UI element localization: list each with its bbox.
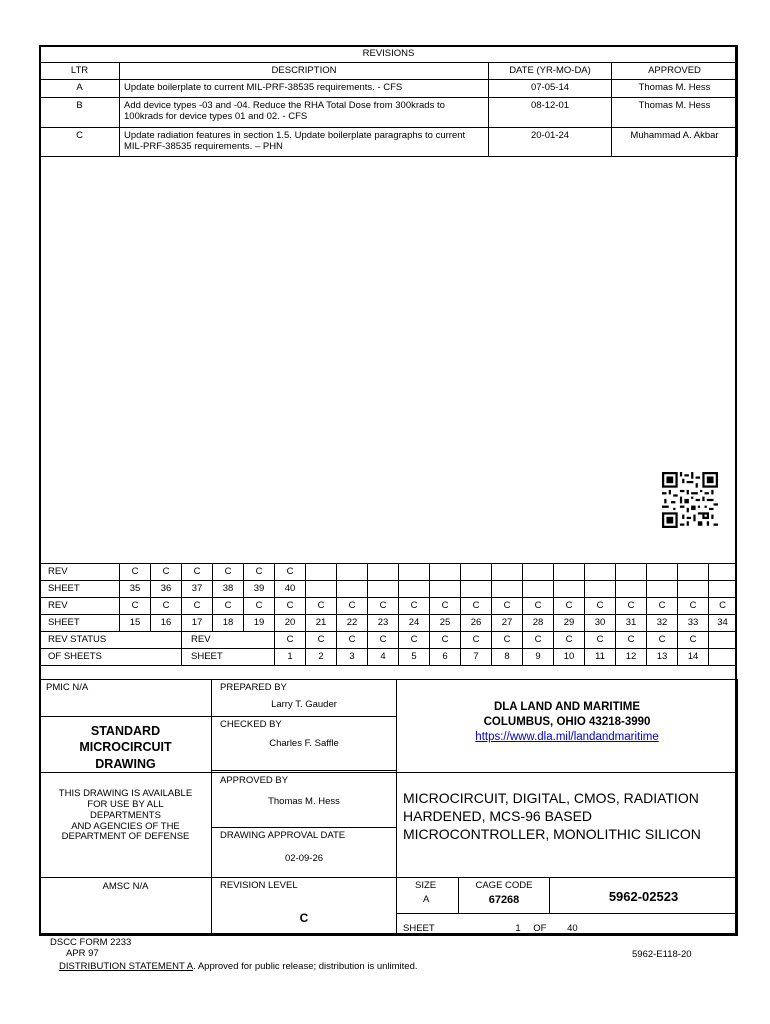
rev-cell: C: [368, 632, 399, 649]
revision-date: 07-05-14: [489, 80, 612, 98]
sheet-cell: 24: [399, 615, 430, 632]
rev-cell: C: [151, 598, 182, 615]
microcircuit-line: MICROCIRCUIT: [79, 740, 172, 755]
title-block: [39, 679, 738, 936]
rev-cell: C: [275, 598, 306, 615]
sheet-cell: 9: [523, 649, 554, 666]
rev-cell: C: [430, 598, 461, 615]
sheet-cell: 22: [337, 615, 368, 632]
rev-cell: C: [337, 598, 368, 615]
drawing-number-cell: [550, 877, 738, 913]
availability-line: DEPARTMENT OF DEFENSE: [61, 831, 190, 843]
form-number: DSCC FORM 2233: [50, 937, 132, 948]
agency-link[interactable]: https://www.dla.mil/landandmaritime: [475, 730, 659, 743]
standard-line: STANDARD: [90, 724, 161, 738]
approval-date-value: 02-09-26: [284, 852, 324, 864]
checked-by-name: Charles F. Saffle: [269, 737, 339, 749]
rev-cell: C: [647, 598, 678, 615]
sheet-cell: 10: [554, 649, 585, 666]
size-label: SIZE: [415, 879, 437, 891]
rev-cell: C: [182, 598, 213, 615]
approval-date-cell: [212, 827, 397, 877]
revision-ltr: A: [40, 80, 120, 98]
sheet-cell: 3: [337, 649, 368, 666]
sheet-cell: 17: [182, 615, 213, 632]
availability-line: DEPARTMENTS: [90, 809, 161, 821]
sheet-cell: 33: [678, 615, 709, 632]
rev-cell: C: [709, 598, 737, 615]
form-date: APR 97: [66, 948, 99, 959]
sheet-cell: 18: [213, 615, 244, 632]
sheet-cell: 30: [585, 615, 616, 632]
approved-by-cell: [212, 772, 397, 827]
rev-cell: C: [430, 632, 461, 649]
title-line: HARDENED, MCS-96 BASED: [403, 807, 593, 824]
revision-approved: Thomas M. Hess: [612, 80, 738, 98]
approved-by-label: APPROVED BY: [220, 774, 289, 786]
sheet-cell: 26: [461, 615, 492, 632]
size-cell: [397, 877, 459, 913]
rev-cell: C: [523, 632, 554, 649]
revision-date: 20-01-24: [489, 128, 612, 157]
cage-code-cell: [459, 877, 550, 913]
sheet-cell: 20: [275, 615, 306, 632]
rev-cell: C: [244, 598, 275, 615]
rev-cell: C: [523, 598, 554, 615]
drawing-number: 5962-02523: [608, 888, 679, 904]
checked-by-cell: [212, 717, 397, 771]
rev-label: REV: [40, 598, 120, 615]
qr-code-icon: [662, 472, 718, 528]
prepared-by-name: Larry T. Gauder: [271, 698, 337, 710]
sheet-cell: 38: [213, 581, 244, 598]
drawing-line: DRAWING: [95, 756, 156, 771]
sheet-number: 1: [515, 922, 521, 934]
rev-cell: C: [306, 632, 337, 649]
rev-cell: C: [492, 632, 523, 649]
revision-date: 08-12-01: [489, 98, 612, 128]
sheet-row-2: [40, 615, 737, 632]
title-line: MICROCONTROLLER, MONOLITHIC SILICON: [403, 826, 701, 843]
rev-cell: C: [213, 598, 244, 615]
rev-cell: C: [182, 564, 213, 581]
revision-level-cell: [212, 877, 397, 935]
sheet-cell: 12: [616, 649, 647, 666]
cage-code-value: 67268: [488, 893, 520, 906]
revision-level-label: REVISION LEVEL: [220, 879, 298, 891]
sheet-cell: 36: [151, 581, 182, 598]
sheet-cell: 5: [399, 649, 430, 666]
rev-cell: C: [306, 598, 337, 615]
sheet-cell: 35: [120, 581, 151, 598]
sheet-cell: 29: [554, 615, 585, 632]
checked-by-label: CHECKED BY: [220, 719, 282, 730]
rev-cell: C: [368, 598, 399, 615]
approved-by-name: Thomas M. Hess: [268, 795, 340, 807]
pmic-cell: [40, 680, 212, 717]
rev-row-2: [40, 598, 737, 615]
sheet-cell: 14: [678, 649, 709, 666]
rev-cell: C: [492, 598, 523, 615]
sheet-cell: 6: [430, 649, 461, 666]
sheet-label: SHEET: [40, 615, 120, 632]
availability-cell: [40, 772, 212, 877]
rev-cell: C: [554, 598, 585, 615]
revision-description: Update radiation features in section 1.5. Update boilerplate paragraphs to current MIL-PRF-38535 requirements. – PHN: [120, 128, 489, 157]
sheet-cell: 13: [647, 649, 678, 666]
distribution-statement: [59, 962, 418, 972]
agency-address: COLUMBUS, OHIO 43218-3990: [483, 715, 651, 728]
rev-cell: C: [399, 632, 430, 649]
sheet-cell: 19: [244, 615, 275, 632]
revision-level-value: C: [299, 910, 309, 925]
sheet-cell: [397, 913, 738, 935]
sheet-cell: 40: [275, 581, 306, 598]
rev-cell: C: [275, 632, 306, 649]
sheet-cell: 31: [616, 615, 647, 632]
sheet-cell: 25: [430, 615, 461, 632]
date-header: DATE (YR-MO-DA): [489, 63, 612, 80]
rev-cell: C: [585, 632, 616, 649]
rev-cell: C: [585, 598, 616, 615]
description-header: DESCRIPTION: [120, 63, 489, 80]
availability-line: AND AGENCIES OF THE: [71, 820, 180, 832]
sheet-row-1: [40, 581, 737, 598]
rev-cell: C: [213, 564, 244, 581]
standard-drawing-cell: [40, 717, 212, 773]
rev-cell: C: [616, 632, 647, 649]
size-value: A: [423, 893, 430, 905]
drawing-title-cell: [397, 772, 738, 877]
rev-status-label: REV STATUS: [40, 632, 182, 649]
availability-line: THIS DRAWING IS AVAILABLE: [58, 787, 193, 799]
rev-cell: C: [151, 564, 182, 581]
rev-cell: C: [647, 632, 678, 649]
revision-ltr: C: [40, 128, 120, 157]
agency-name: DLA LAND AND MARITIME: [493, 701, 641, 713]
rev-label: REV: [40, 564, 120, 581]
cage-code-label: CAGE CODE: [475, 879, 533, 891]
sheet-of: OF: [533, 922, 547, 934]
document-code: 5962-E118-20: [632, 949, 692, 960]
revisions-title: REVISIONS: [40, 46, 738, 63]
of-sheets-row: [40, 649, 737, 666]
availability-line: FOR USE BY ALL: [87, 798, 164, 810]
sheet-cell: 39: [244, 581, 275, 598]
sheet-cell: 21: [306, 615, 337, 632]
rev-cell: C: [275, 564, 306, 581]
agency-cell: [397, 680, 738, 773]
rev-cell: C: [616, 598, 647, 615]
rev-status-grid: [39, 563, 737, 666]
sheet-cell: 8: [492, 649, 523, 666]
distribution-label: DISTRIBUTION STATEMENT A: [59, 961, 194, 972]
approval-date-label: DRAWING APPROVAL DATE: [220, 829, 346, 841]
sheet-cell: 11: [585, 649, 616, 666]
of-sheets-label: OF SHEETS: [40, 649, 182, 666]
rev-cell: C: [461, 598, 492, 615]
sheet-cell: 7: [461, 649, 492, 666]
rev-cell: C: [399, 598, 430, 615]
sheet-cell: 2: [306, 649, 337, 666]
rev-cell: C: [461, 632, 492, 649]
approved-header: APPROVED: [612, 63, 738, 80]
ltr-header: LTR: [40, 63, 120, 80]
amsc-label: AMSC N/A: [102, 880, 149, 892]
prepared-by-label: PREPARED BY: [220, 682, 287, 693]
revision-approved: Muhammad A. Akbar: [612, 128, 738, 157]
title-line: MICROCIRCUIT, DIGITAL, CMOS, RADIATION: [403, 789, 699, 806]
sheet-cell: 16: [151, 615, 182, 632]
rev-cell: C: [337, 632, 368, 649]
amsc-cell: [40, 877, 212, 935]
rev-cell: C: [120, 598, 151, 615]
sheet-label: SHEET: [40, 581, 120, 598]
sheet-label: SHEET: [403, 922, 435, 934]
sheet-cell: 23: [368, 615, 399, 632]
rev-cell: C: [120, 564, 151, 581]
sheet-total: 40: [567, 922, 578, 934]
pmic-label: PMIC N/A: [46, 682, 89, 693]
rev-short-label: REV: [182, 632, 275, 649]
rev-cell: C: [678, 598, 709, 615]
sheet-cell: 32: [647, 615, 678, 632]
sheet-cell: 27: [492, 615, 523, 632]
sheet-cell: 37: [182, 581, 213, 598]
prepared-by-cell: [212, 680, 397, 717]
sheet-cell: 15: [120, 615, 151, 632]
revision-approved: Thomas M. Hess: [612, 98, 738, 128]
distribution-text: . Approved for public release; distribution is unlimited.: [193, 961, 418, 972]
sheet-cell: 4: [368, 649, 399, 666]
rev-cell: C: [678, 632, 709, 649]
rev-cell: C: [554, 632, 585, 649]
revision-description: Update boilerplate to current MIL-PRF-38535 requirements. - CFS: [120, 80, 489, 98]
revision-ltr: B: [40, 98, 120, 128]
sheet-cell: 28: [523, 615, 554, 632]
sheet-short-label: SHEET: [182, 649, 275, 666]
rev-status-row: [40, 632, 737, 649]
rev-cell: C: [244, 564, 275, 581]
rev-row-1: [40, 564, 737, 581]
sheet-cell: 34: [709, 615, 737, 632]
revision-description: Add device types -03 and -04. Reduce the RHA Total Dose from 300krads to 100krads for device types 01 and 02. - CFS: [120, 98, 489, 128]
sheet-cell: 1: [275, 649, 306, 666]
